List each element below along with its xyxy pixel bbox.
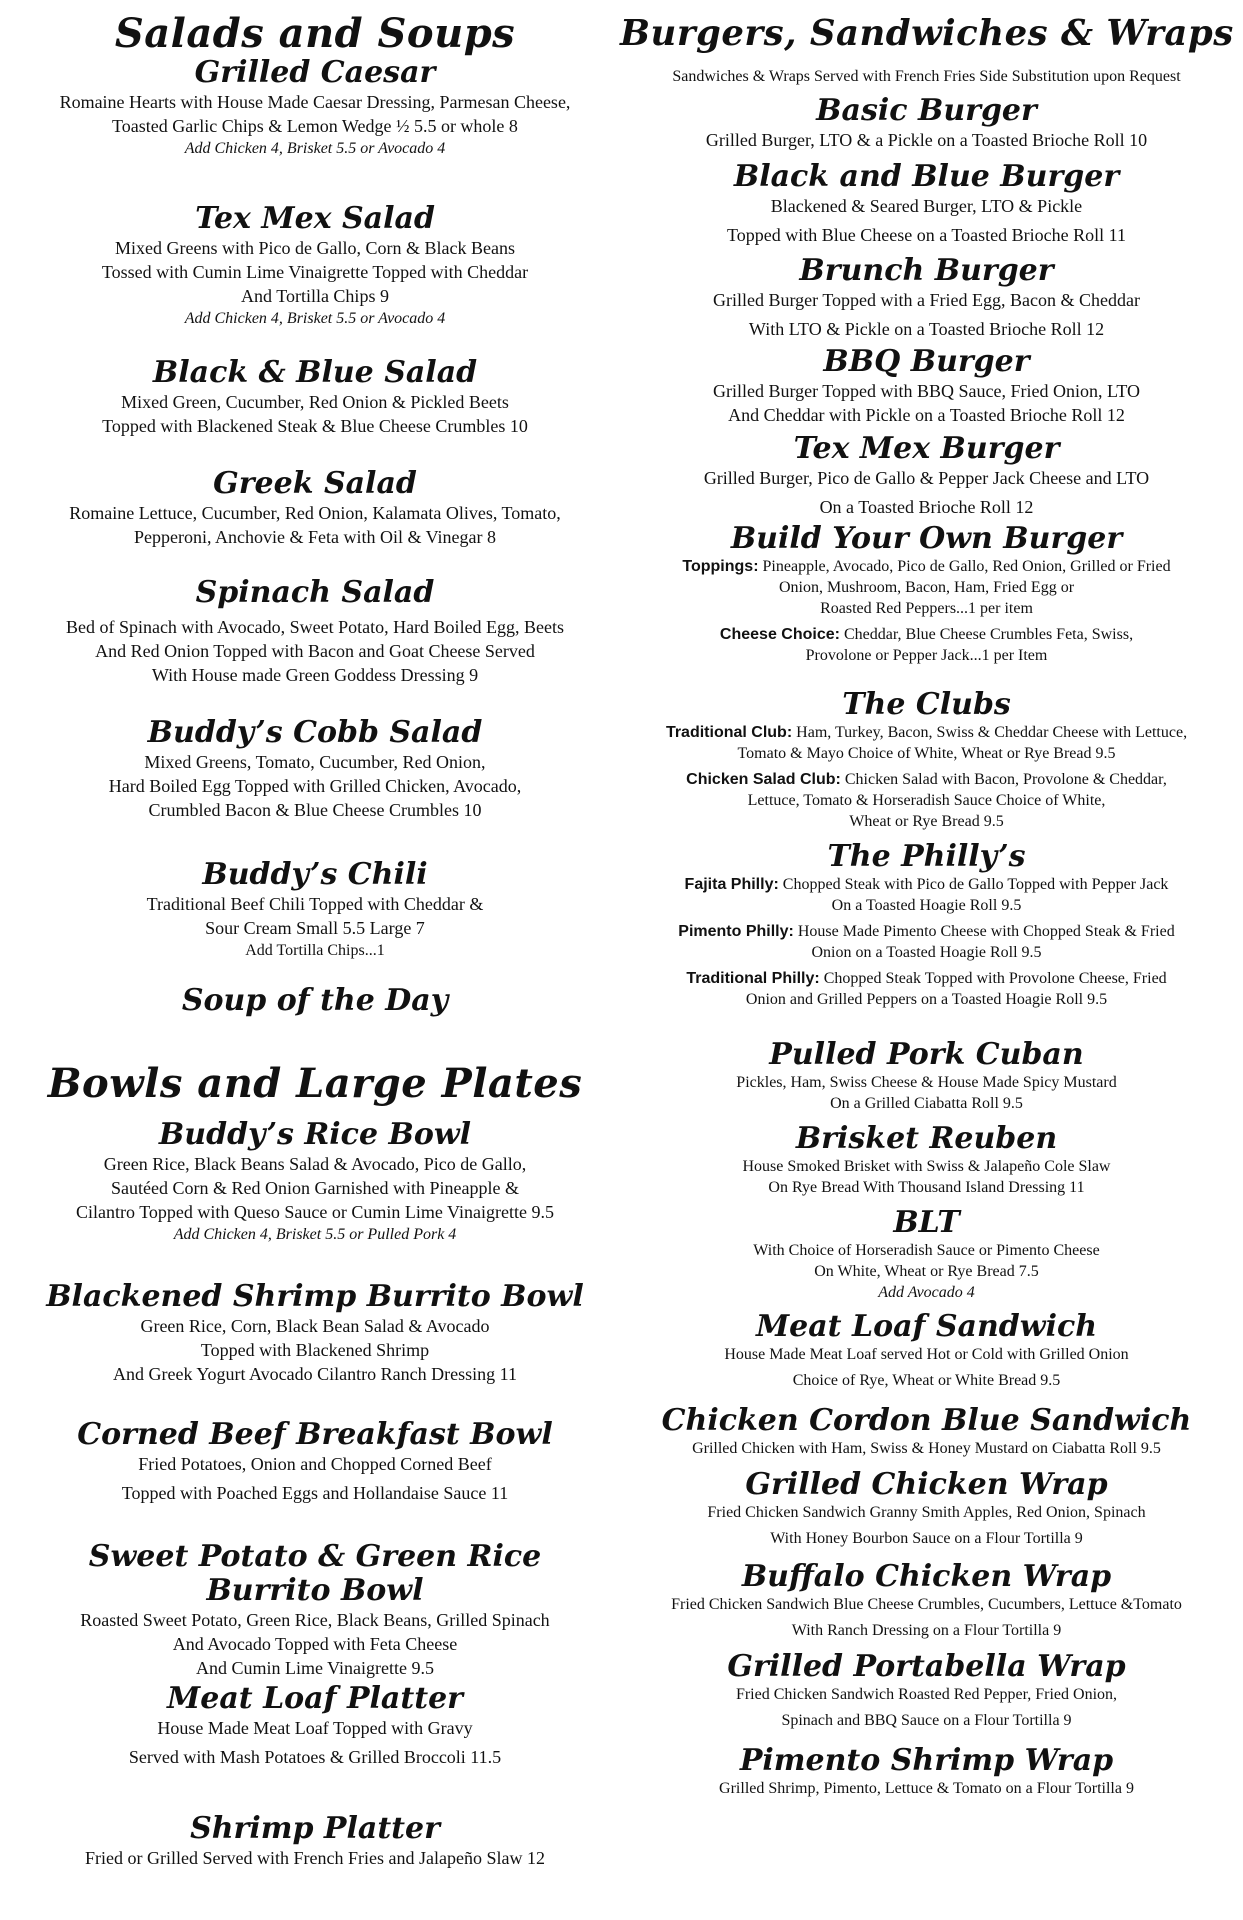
item-name: Tex Mex Salad (195, 201, 435, 236)
item-name: Chicken Cordon Blue Sandwich (661, 1403, 1192, 1438)
philly-line (620, 921, 1233, 942)
club-line (620, 722, 1233, 743)
menu-item-tex-mex-salad (10, 202, 620, 329)
item-desc-line: Crumbled Bacon & Blue Cheese Crumbles 10 (148, 800, 482, 820)
item-desc-line: Mixed Greens with Pico de Gallo, Corn & Black Beans (115, 238, 515, 258)
menu-item-buddys-cobb-salad (10, 716, 620, 822)
item-name: Greek Salad (213, 466, 417, 501)
item-desc-line: Pickles, Ham, Swiss Cheese & House Made Spicy Mustard (736, 1074, 1117, 1091)
toppings-line: Roasted Red Peppers...1 per item (820, 600, 1033, 617)
cheese-label: Cheese Choice: (719, 626, 840, 643)
club-text: Ham, Turkey, Bacon, Swiss & Cheddar Cheese with Lettuce, (796, 724, 1188, 741)
item-desc-line: On Rye Bread With Thousand Island Dressing 11 (768, 1179, 1085, 1196)
item-name: Grilled Caesar (194, 55, 436, 90)
menu-item-pimento-shrimp-wrap (620, 1744, 1233, 1799)
menu-item-buddys-rice-bowl (10, 1118, 620, 1245)
menu-item-meat-loaf-platter (10, 1682, 620, 1769)
item-name: BBQ Burger (823, 344, 1030, 379)
club-line: Tomato & Mayo Choice of White, Wheat or Rye Bread 9.5 (737, 745, 1116, 762)
philly-line (620, 968, 1233, 989)
item-desc-line: Topped with Blue Cheese on a Toasted Brioche Roll 11 (727, 225, 1126, 245)
item-name: BLT (893, 1205, 960, 1240)
item-addon: Add Chicken 4, Brisket 5.5 or Avocado 4 (184, 310, 446, 327)
menu-item-build-your-own-burger (620, 522, 1233, 666)
item-name: Meat Loaf Sandwich (755, 1309, 1098, 1344)
item-name: Buddy’s Chili (202, 857, 428, 892)
item-desc-line: Traditional Beef Chili Topped with Cheddar & (146, 894, 484, 914)
item-desc-line: Toasted Garlic Chips & Lemon Wedge ½ 5.5 or whole 8 (112, 116, 518, 136)
item-desc-line: Grilled Burger Topped with a Fried Egg, Bacon & Cheddar (713, 290, 1140, 310)
item-desc-line: Fried Potatoes, Onion and Chopped Corned Beef (138, 1454, 492, 1474)
item-desc-line: And Avocado Topped with Feta Cheese (172, 1634, 458, 1654)
pimento-philly-label: Pimento Philly: (678, 923, 794, 940)
club-text: Chicken Salad with Bacon, Provolone & Cheddar, (844, 771, 1167, 788)
menu-item-tex-mex-burger (620, 432, 1233, 519)
section-subtitle: Sandwiches & Wraps Served with French Fries Side Substitution upon Request (672, 68, 1181, 85)
section-title-bowls-large-plates: Bowls and Large Plates (47, 1060, 583, 1107)
item-desc-line: Grilled Burger, Pico de Gallo & Pepper Jack Cheese and LTO (703, 468, 1150, 488)
item-desc-line: Bed of Spinach with Avocado, Sweet Potato, Hard Boiled Egg, Beets (65, 617, 565, 637)
cheese-line (620, 624, 1233, 645)
cheese-text: Cheddar, Blue Cheese Crumbles Feta, Swiss, (843, 626, 1134, 643)
item-desc-line: Topped with Blackened Steak & Blue Cheese Crumbles 10 (102, 416, 528, 436)
item-desc-line: And Cumin Lime Vinaigrette 9.5 (195, 1658, 435, 1678)
menu-item-bbq-burger (620, 345, 1233, 427)
menu-item-shrimp-platter (10, 1812, 620, 1870)
menu-item-grilled-caesar (10, 56, 620, 159)
menu-item-the-clubs (620, 688, 1233, 832)
item-desc-line: Choice of Rye, Wheat or White Bread 9.5 (792, 1372, 1061, 1389)
item-desc-line: Green Rice, Corn, Black Bean Salad & Avocado (140, 1316, 490, 1336)
item-desc-line: With Ranch Dressing on a Flour Tortilla 9 (791, 1622, 1062, 1639)
item-desc-line: Blackened & Seared Burger, LTO & Pickle (770, 196, 1083, 216)
menu-item-grilled-chicken-wrap (620, 1468, 1233, 1549)
item-addon: Add Chicken 4, Brisket 5.5 or Avocado 4 (184, 140, 446, 157)
club-line: Wheat or Rye Bread 9.5 (849, 813, 1004, 830)
cheese-line: Provolone or Pepper Jack...1 per Item (805, 647, 1048, 664)
toppings-line (620, 556, 1233, 577)
item-name: Sweet Potato & Green Rice (88, 1539, 542, 1574)
item-name: Meat Loaf Platter (167, 1681, 463, 1716)
item-desc-line: Cilantro Topped with Queso Sauce or Cumin Lime Vinaigrette 9.5 (76, 1202, 554, 1222)
menu-item-brunch-burger (620, 254, 1233, 341)
item-addon: Add Chicken 4, Brisket 5.5 or Pulled Pork 4 (173, 1226, 457, 1243)
menu-item-black-blue-burger (620, 160, 1233, 247)
menu-item-blt (620, 1206, 1233, 1303)
club-line (620, 769, 1233, 790)
item-name: Pulled Pork Cuban (769, 1037, 1084, 1072)
item-name: Pimento Shrimp Wrap (739, 1743, 1114, 1778)
item-desc-line: And Greek Yogurt Avocado Cilantro Ranch Dressing 11 (113, 1364, 517, 1384)
item-desc-line: House Smoked Brisket with Swiss & Jalapeño Cole Slaw (742, 1158, 1111, 1175)
item-desc-line: With House made Green Goddess Dressing 9 (151, 665, 479, 685)
philly-text: Chopped Steak with Pico de Gallo Topped with Pepper Jack (782, 876, 1169, 893)
menu-item-corned-beef-breakfast-bowl (10, 1418, 620, 1505)
menu-item-buddys-chili (10, 858, 620, 961)
item-desc-line: Hard Boiled Egg Topped with Grilled Chicken, Avocado, (108, 776, 522, 796)
philly-line (620, 874, 1233, 895)
item-desc-line: With Honey Bourbon Sauce on a Flour Tortilla 9 (770, 1530, 1083, 1547)
item-desc-line: Romaine Hearts with House Made Caesar Dressing, Parmesan Cheese, (59, 92, 571, 112)
item-name: Soup of the Day (181, 983, 449, 1018)
philly-line: Onion on a Toasted Hoagie Roll 9.5 (811, 944, 1042, 961)
item-name: Corned Beef Breakfast Bowl (77, 1417, 553, 1452)
menu-item-buffalo-chicken-wrap (620, 1560, 1233, 1641)
item-name: Grilled Portabella Wrap (727, 1649, 1126, 1684)
menu-item-pulled-pork-cuban (620, 1038, 1233, 1114)
item-desc-line: Mixed Greens, Tomato, Cucumber, Red Onion, (144, 752, 486, 772)
item-desc-line: Topped with Blackened Shrimp (200, 1340, 430, 1360)
item-desc-line: Sautéed Corn & Red Onion Garnished with Pineapple & (111, 1178, 519, 1198)
philly-text: House Made Pimento Cheese with Chopped Steak & Fried (797, 923, 1175, 940)
item-name: Shrimp Platter (190, 1811, 440, 1846)
item-desc-line: House Made Meat Loaf served Hot or Cold with Grilled Onion (724, 1346, 1129, 1363)
menu-item-basic-burger (620, 94, 1233, 152)
item-name: Grilled Chicken Wrap (745, 1467, 1108, 1502)
item-desc-line: Mixed Green, Cucumber, Red Onion & Pickled Beets (121, 392, 509, 412)
menu-item-meat-loaf-sandwich (620, 1310, 1233, 1391)
traditional-philly-label: Traditional Philly: (686, 970, 820, 987)
item-desc-line: Grilled Burger Topped with BBQ Sauce, Fried Onion, LTO (712, 381, 1141, 401)
item-desc-line: Fried or Grilled Served with French Fries and Jalapeño Slaw 12 (85, 1848, 545, 1868)
philly-line: On a Toasted Hoagie Roll 9.5 (831, 897, 1022, 914)
item-desc-line: With Choice of Horseradish Sauce or Pimento Cheese (753, 1242, 1100, 1259)
item-desc-line: Fried Chicken Sandwich Roasted Red Pepper, Fried Onion, (735, 1686, 1118, 1703)
item-desc-line: Grilled Burger, LTO & a Pickle on a Toasted Brioche Roll 10 (705, 130, 1148, 150)
item-name: Basic Burger (816, 93, 1037, 128)
menu-item-soup-of-the-day (10, 984, 620, 1018)
item-name: Build Your Own Burger (730, 521, 1123, 556)
item-name: Spinach Salad (195, 575, 435, 610)
item-addon: Add Avocado 4 (878, 1284, 975, 1301)
toppings-line: Onion, Mushroom, Bacon, Ham, Fried Egg or (778, 579, 1075, 596)
item-desc-line: Spinach and BBQ Sauce on a Flour Tortilla 9 (781, 1712, 1072, 1729)
fajita-philly-label: Fajita Philly: (684, 876, 779, 893)
chicken-salad-club-label: Chicken Salad Club: (686, 771, 841, 788)
item-name: Brisket Reuben (795, 1121, 1058, 1156)
item-desc-line: Grilled Shrimp, Pimento, Lettuce & Tomato on a Flour Tortilla 9 (719, 1780, 1134, 1797)
item-name: Buddy’s Cobb Salad (147, 715, 483, 750)
philly-text: Chopped Steak Topped with Provolone Cheese, Fried (823, 970, 1167, 987)
item-name: Buffalo Chicken Wrap (741, 1559, 1112, 1594)
menu-item-blackened-shrimp-burrito-bowl (10, 1280, 620, 1386)
item-name: Black and Blue Burger (733, 159, 1120, 194)
menu-item-the-phillys (620, 840, 1233, 1010)
menu-item-spinach-salad (10, 576, 620, 687)
traditional-club-label: Traditional Club: (665, 724, 793, 741)
item-desc-line: And Cheddar with Pickle on a Toasted Brioche Roll 12 (728, 405, 1125, 425)
item-desc-line: And Red Onion Topped with Bacon and Goat Cheese Served (95, 641, 535, 661)
right-column (620, 0, 1233, 1920)
item-desc-line: House Made Meat Loaf Topped with Gravy (157, 1718, 473, 1738)
menu-item-chicken-cordon-blue-sandwich (620, 1404, 1233, 1459)
item-desc-line: Grilled Chicken with Ham, Swiss & Honey Mustard on Ciabatta Roll 9.5 (692, 1440, 1161, 1457)
item-desc-line: With LTO & Pickle on a Toasted Brioche Roll 12 (748, 319, 1105, 339)
item-desc-line: Pepperoni, Anchovie & Feta with Oil & Vinegar 8 (133, 527, 497, 547)
item-desc-line: Sour Cream Small 5.5 Large 7 (205, 918, 425, 938)
menu-item-sweet-potato-burrito-bowl (10, 1540, 620, 1680)
menu-item-black-blue-salad (10, 356, 620, 438)
menu-item-grilled-portabella-wrap (620, 1650, 1233, 1731)
item-desc-line: Topped with Poached Eggs and Hollandaise Sauce 11 (121, 1483, 509, 1503)
philly-line: Onion and Grilled Peppers on a Toasted Hoagie Roll 9.5 (745, 991, 1108, 1008)
item-desc-line: Romaine Lettuce, Cucumber, Red Onion, Kalamata Olives, Tomato, (69, 503, 561, 523)
club-line: Lettuce, Tomato & Horseradish Sauce Choice of White, (747, 792, 1106, 809)
toppings-text: Pineapple, Avocado, Pico de Gallo, Red Onion, Grilled or Fried (762, 558, 1171, 575)
item-desc-line: Tossed with Cumin Lime Vinaigrette Topped with Cheddar (101, 262, 529, 282)
section-title-salads-soups: Salads and Soups (114, 10, 516, 57)
item-name: Black & Blue Salad (152, 355, 478, 390)
left-column (10, 0, 620, 1920)
item-name: Blackened Shrimp Burrito Bowl (46, 1279, 584, 1314)
item-addon: Add Tortilla Chips...1 (245, 942, 385, 959)
section-title-burgers-sandwiches-wraps: Burgers, Sandwiches & Wraps (620, 13, 1234, 54)
item-name: Tex Mex Burger (793, 431, 1060, 466)
item-name: The Philly’s (827, 839, 1026, 874)
item-desc-line: Green Rice, Black Beans Salad & Avocado, Pico de Gallo, (103, 1154, 527, 1174)
item-name: The Clubs (842, 687, 1011, 722)
menu-item-greek-salad (10, 467, 620, 549)
item-desc-line: Served with Mash Potatoes & Grilled Broccoli 11.5 (128, 1747, 502, 1767)
item-desc-line: Roasted Sweet Potato, Green Rice, Black Beans, Grilled Spinach (80, 1610, 550, 1630)
item-desc-line: On a Grilled Ciabatta Roll 9.5 (830, 1095, 1023, 1112)
toppings-label: Toppings: (682, 558, 759, 575)
item-desc-line: On White, Wheat or Rye Bread 7.5 (814, 1263, 1039, 1280)
item-desc-line: Fried Chicken Sandwich Granny Smith Apples, Red Onion, Spinach (707, 1504, 1146, 1521)
menu-item-brisket-reuben (620, 1122, 1233, 1198)
item-desc-line: And Tortilla Chips 9 (241, 286, 389, 306)
item-name: Burrito Bowl (206, 1573, 424, 1608)
item-desc-line: Fried Chicken Sandwich Blue Cheese Crumbles, Cucumbers, Lettuce &Tomato (671, 1596, 1182, 1613)
item-desc-line: On a Toasted Brioche Roll 12 (819, 497, 1034, 517)
item-name: Buddy’s Rice Bowl (158, 1117, 472, 1152)
item-name: Brunch Burger (799, 253, 1054, 288)
